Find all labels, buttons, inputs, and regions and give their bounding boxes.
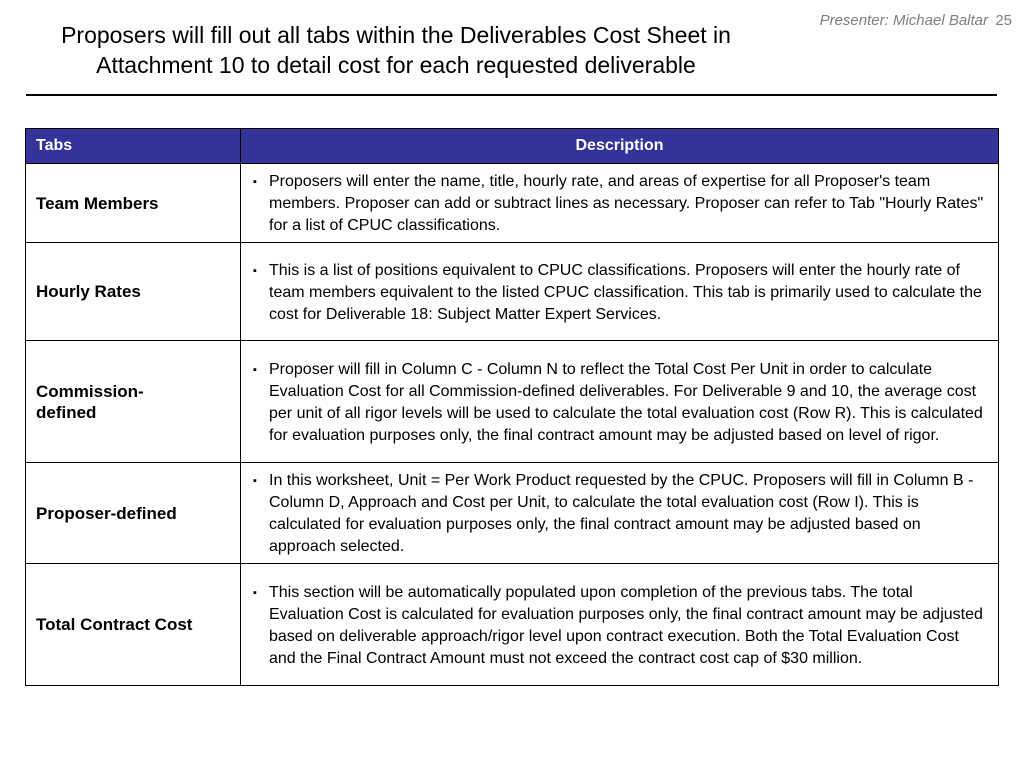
table-row <box>26 243 999 341</box>
bullet-icon: ▪ <box>253 264 257 277</box>
tab-description-cell <box>241 564 999 686</box>
table-row <box>26 564 999 686</box>
tab-name-cell: Commission-defined <box>26 341 241 463</box>
table-row <box>26 164 999 243</box>
tab-description-cell <box>241 164 999 243</box>
table-row <box>26 341 999 463</box>
header-tabs: Tabs <box>26 129 241 164</box>
tab-name-cell: Proposer-defined <box>26 463 241 564</box>
tab-name-cell: Total Contract Cost <box>26 564 241 686</box>
description-text: This section will be automatically populated upon completion of the previous tabs. The total Evaluation Cost is calculated for evaluation purposes only, the final contract amount may be adjusted based on deliverable approach/rigor level upon contract execution. Both the Total Evaluation Cost and the Final Contract Amount must not exceed the contract cost cap of $30 million. <box>269 583 983 667</box>
slide-title: Proposers will fill out all tabs within the Deliverables Cost Sheet in Attachment 10 to detail cost for each requested deliverable <box>61 22 731 78</box>
description-text: This is a list of positions equivalent to CPUC classifications. Proposers will enter the hourly rate of team members equivalent to the listed CPUC classification. This tab is primarily used to calculate the cost for Deliverable 18: Subject Matter Expert Services. <box>269 261 982 323</box>
description-text: Proposer will fill in Column C - Column N to reflect the Total Cost Per Unit in order to calculate Evaluation Cost for all Commission-defined deliverables. For Deliverable 9 and 10, the average cost per unit of all rigor levels will be used to calculate the total evaluation cost (Row R). This is calculated for evaluation purposes only, the final contract amount may be adjusted based on level of rigor. <box>269 360 983 444</box>
bullet-icon: ▪ <box>253 586 257 599</box>
tab-description-cell <box>241 243 999 341</box>
table-row <box>26 463 999 564</box>
tab-name-cell: Hourly Rates <box>26 243 241 341</box>
presenter-label: Presenter: Michael Baltar <box>819 12 988 29</box>
header-description: Description <box>241 129 999 164</box>
description-text: In this worksheet, Unit = Per Work Product requested by the CPUC. Proposers will fill in Column B - Column D, Approach and Cost per Unit, to calculate the total evaluation cost (Row I). This is calculated for evaluation purposes only, the final contract amount may be adjusted based on approach selected. <box>269 472 974 555</box>
tab-description-cell <box>241 341 999 463</box>
bullet-icon: ▪ <box>253 176 257 188</box>
tabs-description-table <box>25 128 999 686</box>
tab-name-cell: Team Members <box>26 164 241 243</box>
bullet-icon: ▪ <box>253 475 257 487</box>
bullet-icon: ▪ <box>253 363 257 376</box>
title-divider <box>26 94 997 96</box>
description-text: Proposers will enter the name, title, hourly rate, and areas of expertise for all Proposer's team members. Proposer can add or subtract lines as necessary. Proposer can refer to Tab "Hourly Rates" for a list of CPUC classifications. <box>269 173 984 234</box>
table-header-row <box>26 129 999 164</box>
page-number: 25 <box>995 12 1012 29</box>
tab-description-cell <box>241 463 999 564</box>
